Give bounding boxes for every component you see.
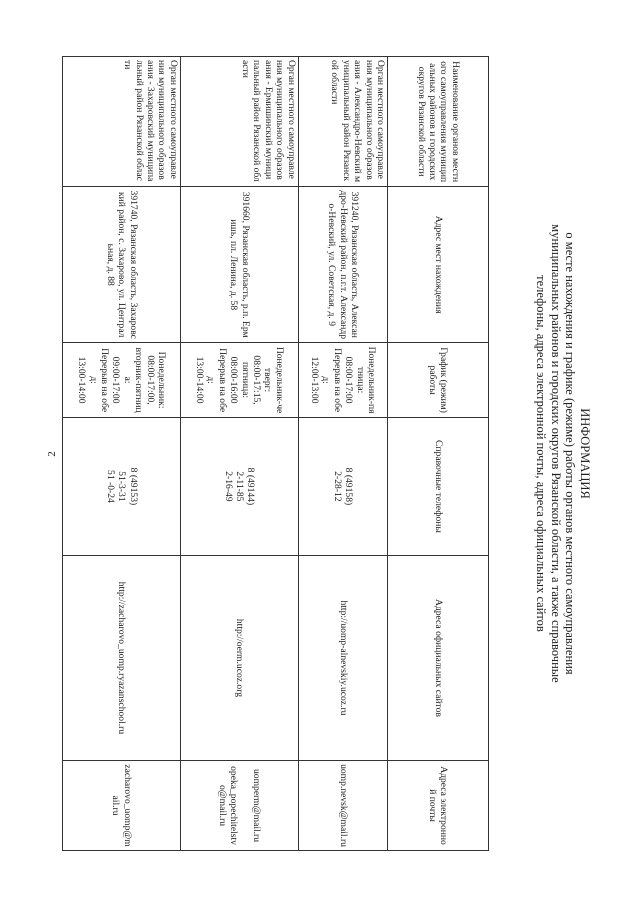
document-title: ИНФОРМАЦИЯ bbox=[578, 408, 592, 499]
table-row bbox=[63, 57, 181, 851]
document-subtitle-line: телефоны, адреса электронной почты, адреса официальных сайтов bbox=[534, 275, 549, 632]
document-subtitle-line: о месте нахождения и графике (режиме) работы органов местного самоуправления bbox=[563, 232, 578, 675]
cell-email-link[interactable]: uomperm@mail.ru opeka_popechitelstvo@mail.ru bbox=[180, 761, 298, 851]
rotated-page-content bbox=[62, 56, 592, 851]
cell-schedule: Понедельник-пятница: 08:00-17:00 Перерыв на обед: 12:00-13:00 bbox=[298, 343, 387, 418]
page-number: 2 bbox=[46, 451, 58, 457]
document-header bbox=[534, 56, 592, 851]
cell-phones: 8 (49144) 2-11-85 2-16-49 bbox=[180, 418, 298, 556]
column-header-schedule: График (режим) работы bbox=[388, 343, 489, 418]
table-row bbox=[180, 57, 298, 851]
table-header-row bbox=[388, 57, 489, 851]
cell-site-link[interactable]: http://oerm.ucoz.org bbox=[180, 555, 298, 760]
cell-name: Орган местного самоуправления муниципального образования - Ермишинский муниципальный район Рязанской области bbox=[180, 57, 298, 187]
column-header-email: Адреса электронной почты bbox=[388, 761, 489, 851]
cell-schedule: Понедельник-четверг: 08:00-17:15, пятница: 08:00-16:00 Перерыв на обед: 13:00-14:00 bbox=[180, 343, 298, 418]
column-header-name: Наименование органов местного самоуправления муниципальных районов и городских округов Рязанской области bbox=[388, 57, 489, 187]
info-table bbox=[62, 56, 489, 851]
cell-site-link[interactable]: http://zacharovo_uomp.ryazanschool.ru bbox=[63, 555, 181, 760]
cell-name: Орган местного самоуправления муниципального образования - Александро-Невский муниципальный район Рязанской области bbox=[298, 57, 387, 187]
cell-address: 391660, Рязанская область, р.п. Ермишь, пл. Ленина, д. 58 bbox=[180, 187, 298, 343]
cell-email-link[interactable]: uomp.nevsk@mail.ru bbox=[298, 761, 387, 851]
column-header-address: Адрес мест нахождения bbox=[388, 187, 489, 343]
cell-phones: 8 (49153) 51-3-31 51 -0-24 bbox=[63, 418, 181, 556]
cell-address: 391240, Рязанская область, Александро-Невский район, п.г.т. Александро-Невский, ул. Советская, д. 9 bbox=[298, 187, 387, 343]
column-header-site: Адреса официальных сайтов bbox=[388, 555, 489, 760]
cell-site-link[interactable]: http://uomp-alnevskiy.ucoz.ru bbox=[298, 555, 387, 760]
cell-email-link[interactable]: zacharovo_uomp@mail.ru bbox=[63, 761, 181, 851]
cell-address: 391740, Рязанская область, Захаровский район, с. Захарово, ул. Центральная, д. 88 bbox=[63, 187, 181, 343]
cell-name: Орган местного самоуправления муниципального образования - Захаровский муниципальный район Рязанской области bbox=[63, 57, 181, 187]
column-header-phones: Справочные телефоны bbox=[388, 418, 489, 556]
cell-phones: 8 (49158) 2-28-12 bbox=[298, 418, 387, 556]
table-row bbox=[298, 57, 387, 851]
cell-schedule: Понедельник: 08:00-17:00, вторник-пятница: 09:00-17:00 Перерыв на обед: 13:00-14:00 bbox=[63, 343, 181, 418]
document-subtitle-line: муниципальных районов и городских округов Рязанской области, а также справочные bbox=[548, 224, 563, 683]
